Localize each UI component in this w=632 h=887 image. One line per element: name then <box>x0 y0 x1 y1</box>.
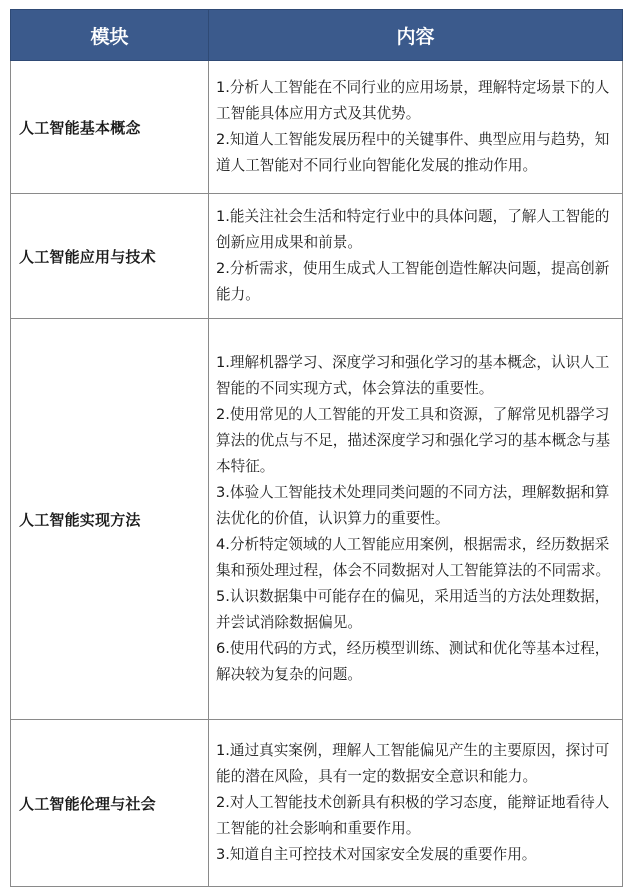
module-cell: 人工智能伦理与社会 <box>11 720 209 887</box>
table-row <box>11 720 623 887</box>
content-item: 3.体验人工智能技术处理同类问题的不同方法，理解数据和算法优化的价值，认识算力的重要性。 <box>216 484 610 527</box>
table-row <box>11 319 623 720</box>
content-cell <box>209 61 623 194</box>
content-item: 6.使用代码的方式，经历模型训练、测试和优化等基本过程，解决较为复杂的问题。 <box>216 640 610 683</box>
content-item: 2.使用常见的人工智能的开发工具和资源，了解常见机器学习算法的优点与不足，描述深度学习和强化学习的基本概念与基本特征。 <box>216 406 611 475</box>
module-cell: 人工智能应用与技术 <box>11 194 209 319</box>
content-cell <box>209 720 623 887</box>
content-item: 3.知道自主可控技术对国家安全发展的重要作用。 <box>216 846 537 863</box>
content-item: 1.理解机器学习、深度学习和强化学习的基本概念，认识人工智能的不同实现方式，体会算法的重要性。 <box>216 354 610 397</box>
content-item: 2.对人工智能技术创新具有积极的学习态度，能辩证地看待人工智能的社会影响和重要作用。 <box>216 794 610 837</box>
content-cell <box>209 194 623 319</box>
content-item: 2.分析需求，使用生成式人工智能创造性解决问题，提高创新能力。 <box>216 260 610 303</box>
syllabus-table <box>10 9 623 887</box>
module-cell: 人工智能基本概念 <box>11 61 209 194</box>
content-cell <box>209 319 623 720</box>
content-item: 2.知道人工智能发展历程中的关键事件、典型应用与趋势，知道人工智能对不同行业向智能化发展的推动作用。 <box>216 131 610 174</box>
content-item: 1.能关注社会生活和特定行业中的具体问题，了解人工智能的创新应用成果和前景。 <box>216 208 610 251</box>
content-item: 4.分析特定领域的人工智能应用案例，根据需求，经历数据采集和预处理过程，体会不同数据对人工智能算法的不同需求。 <box>216 536 611 579</box>
content-item: 1.通过真实案例，理解人工智能偏见产生的主要原因，探讨可能的潜在风险，具有一定的数据安全意识和能力。 <box>216 742 610 785</box>
table-row <box>11 61 623 194</box>
header-content: 内容 <box>209 10 623 61</box>
content-item: 1.分析人工智能在不同行业的应用场景，理解特定场景下的人工智能具体应用方式及其优势。 <box>216 79 610 122</box>
content-item: 5.认识数据集中可能存在的偏见，采用适当的方法处理数据，并尝试消除数据偏见。 <box>216 588 610 631</box>
table-row <box>11 194 623 319</box>
module-cell: 人工智能实现方法 <box>11 319 209 720</box>
header-module: 模块 <box>11 10 209 61</box>
header-row <box>11 10 623 61</box>
